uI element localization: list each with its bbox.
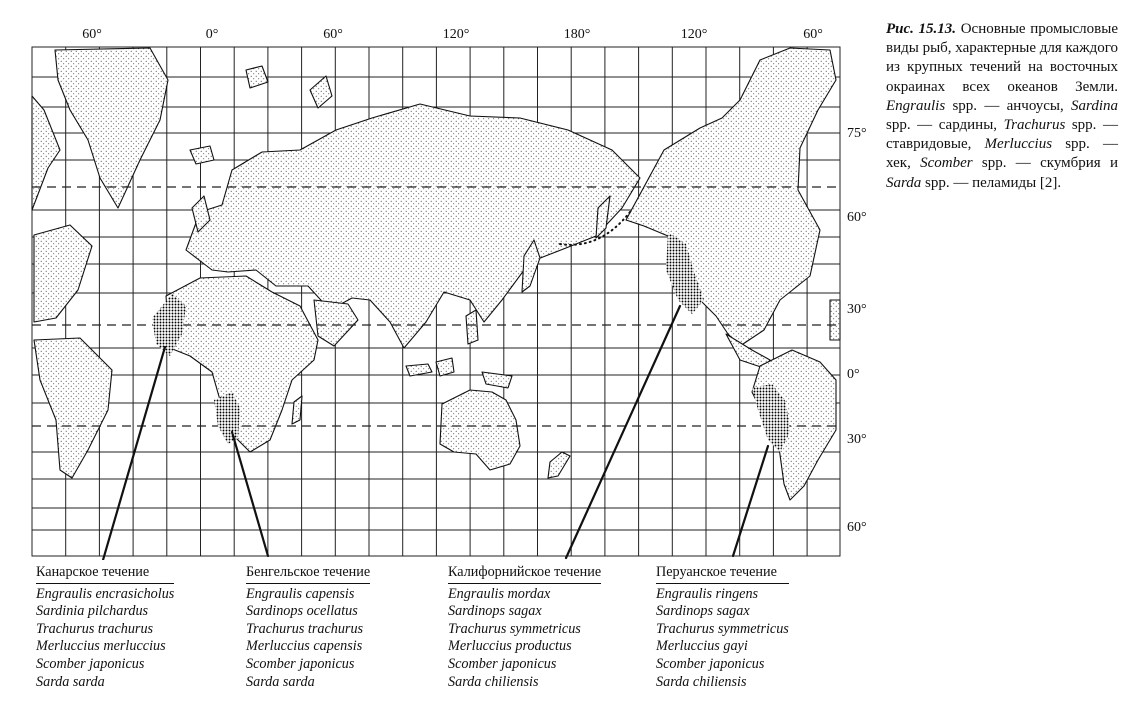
caption-genus: Sardina [1071, 97, 1118, 114]
caption-text: spp. — скумбрия и [972, 155, 1119, 172]
species-item: Sarda sarda [36, 673, 105, 690]
current-title: Перуанское течение [656, 564, 789, 584]
current-title: Калифорнийское течение [448, 564, 601, 584]
caption-text: spp. — сардины, [886, 117, 1004, 134]
species-item: Sardinops sagax [448, 603, 542, 620]
species-item: Engraulis encrasicholus [36, 585, 175, 602]
current-title: Бенгельское течение [246, 564, 370, 584]
caption-genus: Trachurus [1003, 117, 1066, 134]
greenland [55, 48, 168, 208]
species-item: Sarda sarda [246, 673, 315, 690]
indonesia-1 [406, 364, 432, 376]
species-item: Sarda chiliensis [656, 673, 747, 690]
caption-text: Основные промысловые виды рыб, характерные для каждого из крупных течений на восточных окраинах всех океанов Земли. [886, 21, 1118, 95]
new-guinea [482, 372, 512, 388]
species-item: Trachurus trachurus [36, 620, 154, 637]
species-item: Trachurus symmetricus [448, 620, 581, 637]
canary-current-legend [36, 564, 174, 691]
australia [440, 390, 520, 470]
longitude-label: 120° [442, 27, 470, 42]
species-item: Scomber japonicus [448, 655, 557, 672]
longitude-label: 180° [563, 27, 591, 42]
species-item: Merluccius merluccius [36, 638, 166, 655]
latitude-labels [847, 126, 867, 535]
caption-genus: Sarda [886, 174, 922, 191]
iceland [190, 146, 214, 164]
california-pointer [566, 306, 680, 558]
peru-current-legend [656, 564, 789, 691]
species-item: Scomber japonicus [36, 655, 145, 672]
species-item: Scomber japonicus [246, 655, 355, 672]
south-america [34, 338, 112, 478]
svalbard [246, 66, 268, 88]
longitude-labels [82, 27, 823, 42]
species-item: Merluccius capensis [246, 638, 363, 655]
novaya-zemlya [310, 76, 332, 108]
north-america-west [32, 96, 60, 210]
species-item: Sardinia pilchardus [36, 603, 149, 620]
longitude-label: 60° [323, 27, 343, 42]
arabia [314, 300, 358, 346]
species-item: Engraulis ringens [656, 585, 759, 602]
latitude-label: 75° [847, 126, 867, 141]
latitude-label: 0° [847, 367, 860, 382]
africa-east-edge [830, 300, 840, 340]
latitude-label: 30° [847, 302, 867, 317]
caption-genus: Merluccius [984, 136, 1053, 153]
alaska [626, 48, 836, 346]
caption-text: spp. — хек, [886, 136, 1118, 172]
latitude-label: 60° [847, 520, 867, 535]
species-item: Scomber japonicus [656, 655, 765, 672]
caption-text: spp. — анчоусы, [945, 97, 1072, 114]
species-item: Merluccius productus [448, 638, 572, 655]
species-item: Trachurus trachurus [246, 620, 364, 637]
longitude-label: 0° [205, 27, 219, 42]
longitude-label: 60° [82, 27, 102, 42]
canary-pointer [103, 347, 165, 560]
california-current-legend [448, 564, 601, 691]
longitude-label: 60° [803, 27, 823, 42]
benguela-current-legend [246, 564, 370, 691]
figure-caption [886, 20, 1118, 193]
new-zealand [548, 452, 570, 478]
caption-genus: Scomber [920, 155, 973, 172]
figure-number: Рис. 15.13. [886, 21, 957, 37]
species-item: Engraulis capensis [246, 585, 355, 602]
species-item: Sardinops ocellatus [246, 603, 358, 620]
latitude-label: 60° [847, 210, 867, 225]
species-item: Merluccius gayi [656, 638, 748, 655]
madagascar [292, 396, 302, 424]
indonesia-2 [436, 358, 454, 376]
current-title: Канарское течение [36, 564, 174, 584]
species-item: Sarda chiliensis [448, 673, 539, 690]
peru-pointer [733, 446, 768, 556]
caption-text: spp. — пеламиды [2]. [921, 174, 1062, 191]
north-america-east [34, 225, 92, 322]
species-item: Trachurus symmetricus [656, 620, 789, 637]
philippines [466, 310, 478, 344]
caption-genus: Engraulis [886, 97, 946, 114]
longitude-label: 120° [680, 27, 708, 42]
latitude-label: 30° [847, 432, 867, 447]
caption-text: spp. — ставридовые, [886, 117, 1118, 153]
species-item: Engraulis mordax [448, 585, 551, 602]
species-item: Sardinops sagax [656, 603, 750, 620]
